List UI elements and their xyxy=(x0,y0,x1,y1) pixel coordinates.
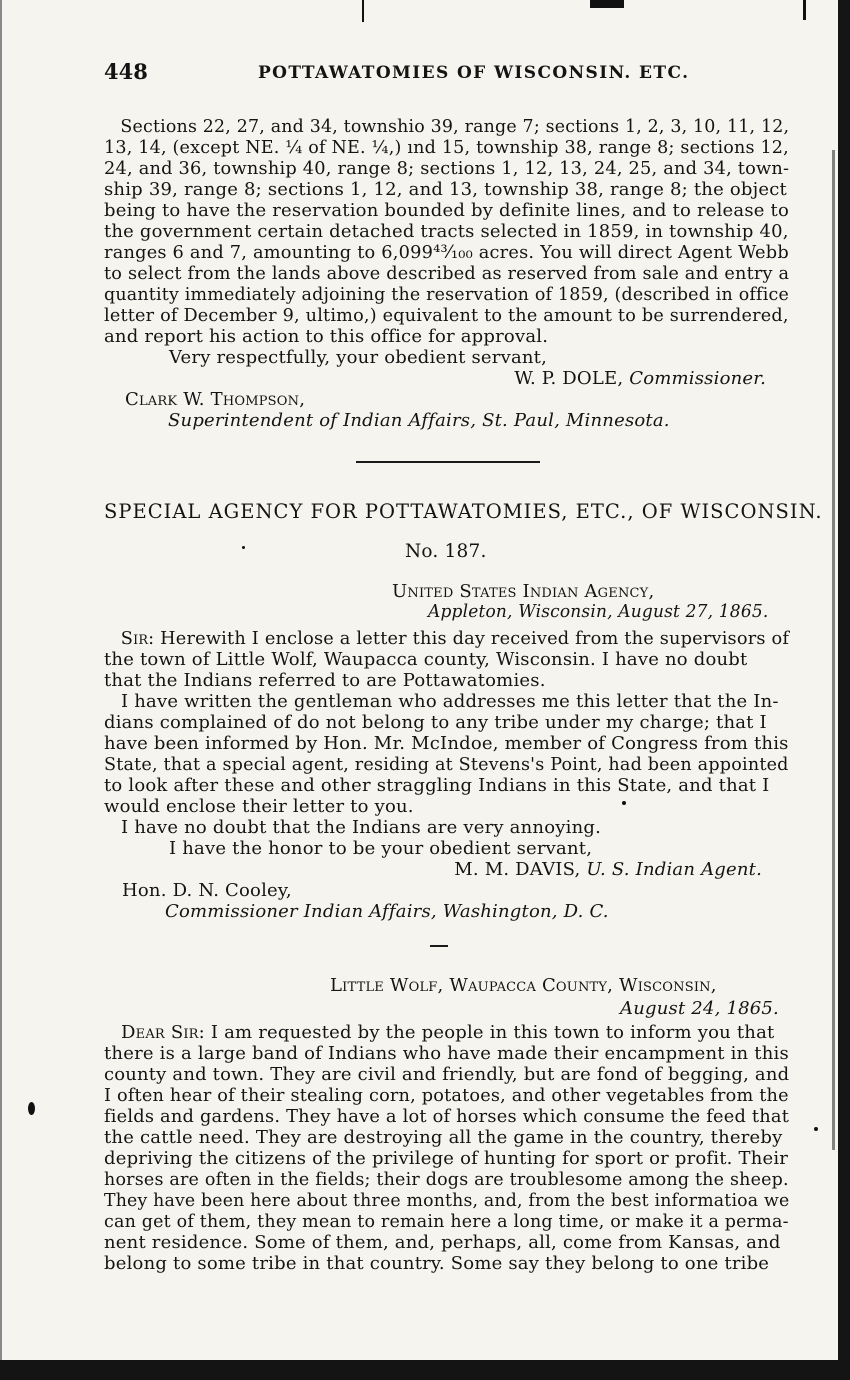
text-line: to select from the lands above described as reserved from sale and entry a xyxy=(104,263,790,284)
addressee-name: Clark W. Thompson, xyxy=(125,389,306,410)
signature xyxy=(104,368,766,389)
text-line: belong to some tribe in that country. Some say they belong to one tribe xyxy=(104,1253,770,1274)
text-line: They have been here about three months, and, from the best informatioa we xyxy=(104,1190,790,1211)
scan-mark-top-far-right xyxy=(803,0,806,20)
text-fragment: Herewith I enclose a letter this day received from the supervisors of xyxy=(160,628,790,649)
text-line: depriving the citizens of the privilege of hunting for sport or profit. Their xyxy=(104,1148,789,1169)
text-line: can get of them, they mean to remain here a long time, or make it a perma- xyxy=(104,1211,789,1232)
scan-mark-top xyxy=(362,0,364,22)
text-line: to look after these and other straggling Indians in this State, and that I xyxy=(104,775,770,796)
section-heading: SPECIAL AGENCY FOR POTTAWATOMIES, ETC., OF WISCONSIN. xyxy=(104,500,823,523)
scan-mark-top-right xyxy=(590,0,624,8)
ink-dot xyxy=(814,1127,818,1131)
signature xyxy=(104,859,762,880)
scan-edge-left xyxy=(0,0,2,1380)
text-line: I have written the gentleman who addresses me this letter that the In- xyxy=(121,691,779,712)
text-line: being to have the reservation bounded by definite lines, and to release to xyxy=(104,200,790,221)
text-line: the town of Little Wolf, Waupacca county, Wisconsin. I have no doubt xyxy=(104,649,748,670)
text-line: the government certain detached tracts selected in 1859, in township 40, xyxy=(104,221,789,242)
section-divider xyxy=(356,461,540,463)
text-line: 13, 14, (except NE. ¼ of NE. ¼,) ınd 15, township 38, range 8; sections 12, xyxy=(104,137,789,158)
text-line: the cattle need. They are destroying all the game in the country, thereby xyxy=(104,1127,783,1148)
text-line: ranges 6 and 7, amounting to 6,099⁴³⁄₁₀₀ acres. You will direct Agent Webb xyxy=(104,242,789,263)
text-line: Sections 22, 27, and 34, townshio 39, range 7; sections 1, 2, 3, 10, 11, 12, xyxy=(120,116,790,137)
text-fragment: I am requested by the people in this town to inform you that xyxy=(210,1022,775,1043)
letter-place: Little Wolf, Waupacca County, Wisconsin, xyxy=(330,975,717,996)
scan-edge-right xyxy=(838,0,850,1380)
text-line: have been informed by Hon. Mr. McIndoe, member of Congress from this xyxy=(104,733,789,754)
short-divider xyxy=(430,945,448,947)
text-line: horses are often in the fields; their dogs are troublesome among the sheep. xyxy=(104,1169,789,1190)
text-line: ship 39, range 8; sections 1, 12, and 13, township 38, range 8; the object xyxy=(104,179,787,200)
document-number: No. 187. xyxy=(405,541,487,562)
addressee-title: Commissioner Indian Affairs, Washington, D. C. xyxy=(165,901,609,922)
addressee-name: Hon. D. N. Cooley, xyxy=(122,880,292,901)
text-line: dians complained of do not belong to any tribe under my charge; that I xyxy=(104,712,767,733)
text-line: 24, and 36, township 40, range 8; sections 1, 12, 13, 24, 25, and 34, town- xyxy=(104,158,790,179)
text-line: fields and gardens. They have a lot of horses which consume the feed that xyxy=(104,1106,790,1127)
signer-name: M. M. DAVIS, xyxy=(454,859,581,880)
text-line: nent residence. Some of them, and, perhaps, all, come from Kansas, and xyxy=(104,1232,781,1253)
text-line: I have no doubt that the Indians are very annoying. xyxy=(121,817,602,838)
text-line: would enclose their letter to you. xyxy=(104,796,414,817)
closing: Very respectfully, your obedient servant, xyxy=(169,347,548,368)
text-line: State, that a special agent, residing at Stevens's Point, had been appointed xyxy=(104,754,789,775)
addressee-title: Superintendent of Indian Affairs, St. Paul, Minnesota. xyxy=(168,410,670,431)
text-line xyxy=(104,628,790,649)
ink-dot xyxy=(242,546,245,549)
ink-blot xyxy=(28,1102,35,1115)
letter-date: August 24, 1865. xyxy=(620,998,779,1019)
scan-edge-bottom xyxy=(0,1360,850,1380)
text-line: that the Indians referred to are Pottawatomies. xyxy=(104,670,546,691)
text-line: letter of December 9, ultimo,) equivalent to the amount to be surrendered, xyxy=(104,305,789,326)
sender: United States Indian Agency, xyxy=(392,581,655,602)
salutation: Dear Sir: xyxy=(121,1022,205,1043)
closing: I have the honor to be your obedient servant, xyxy=(169,838,593,859)
scan-shadow-right xyxy=(832,150,835,1150)
text-line: I often hear of their stealing corn, potatoes, and other vegetables from the xyxy=(104,1085,789,1106)
text-line: county and town. They are civil and friendly, but are fond of begging, and xyxy=(104,1064,790,1085)
running-title: POTTAWATOMIES OF WISCONSIN. ETC. xyxy=(258,63,690,83)
text-line: there is a large band of Indians who have made their encampment in this xyxy=(104,1043,789,1064)
place-date: Appleton, Wisconsin, August 27, 1865. xyxy=(428,601,769,622)
text-line: and report his action to this office for approval. xyxy=(104,326,549,347)
page-number: 448 xyxy=(104,59,148,84)
salutation: Sir: xyxy=(120,628,155,649)
text-line xyxy=(104,1022,789,1043)
signer-title: U. S. Indian Agent. xyxy=(586,859,762,880)
signer-title: Commissioner. xyxy=(629,368,766,389)
signer-name: W. P. DOLE, xyxy=(514,368,624,389)
text-line: quantity immediately adjoining the reservation of 1859, (described in office xyxy=(104,284,789,305)
